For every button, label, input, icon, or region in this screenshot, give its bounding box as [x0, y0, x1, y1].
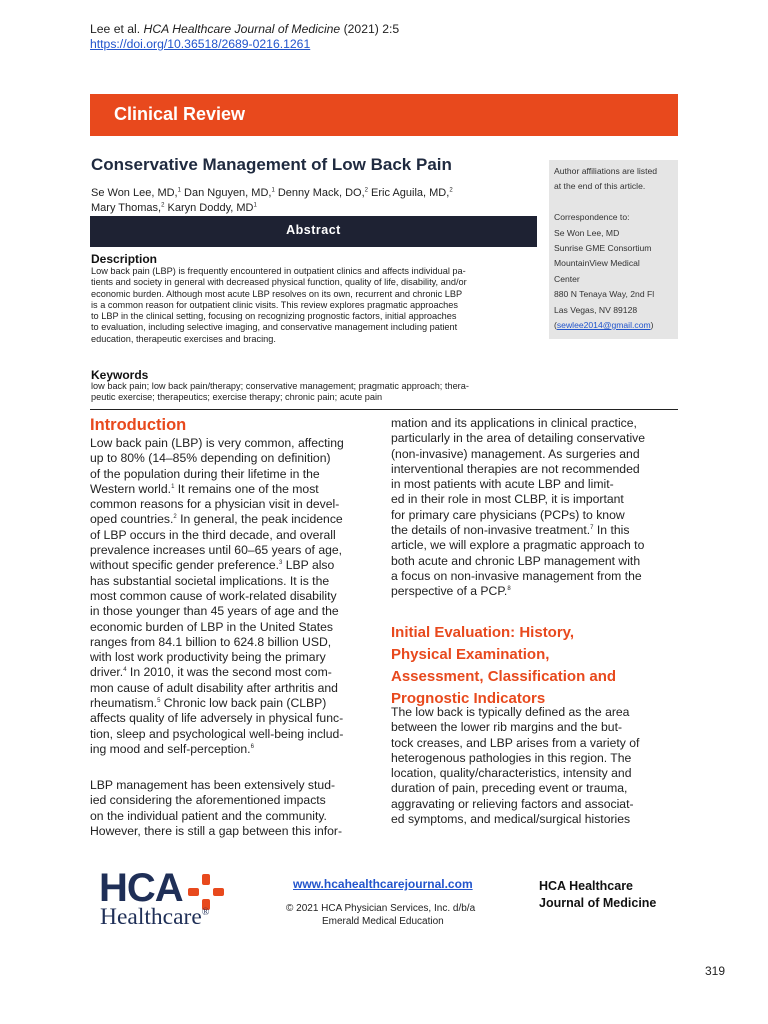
- body-line: [391, 462, 645, 477]
- text-segment: of LBP occurs in the third decade, and overall: [90, 527, 336, 542]
- hca-logo-text: HCA: [99, 866, 183, 910]
- text-segment: Low back pain (LBP) is very common, affecting: [90, 436, 344, 450]
- text-segment: Chronic low back pain (CLBP): [160, 696, 327, 711]
- author-affiliation-sup: 1: [271, 187, 275, 194]
- text-segment: of the population during their lifetime in the: [90, 466, 320, 481]
- description-heading: Description: [91, 252, 158, 266]
- body-line: [90, 543, 344, 558]
- body-line: [90, 497, 344, 512]
- introduction-heading: Introduction: [90, 416, 187, 434]
- keywords-line: peutic exercise; therapeutics; exercise therapy; chronic pain; acute pain: [91, 392, 383, 403]
- text-segment: mation and its applications in clinical practice,: [391, 416, 637, 430]
- body-line: [391, 538, 645, 553]
- text-segment: most common cause of work-related disability: [90, 588, 337, 603]
- body-line: heterogenous pathologies in this region. The: [391, 750, 632, 765]
- body-line: [90, 574, 344, 589]
- correspondence-email[interactable]: sewlee2014@gmail.com: [556, 320, 651, 330]
- author-name: Mary Thomas,: [91, 201, 162, 214]
- body-line: [391, 569, 645, 584]
- body-line: [90, 512, 344, 527]
- body-line: [90, 727, 344, 742]
- healthcare-word: Healthcare: [100, 904, 202, 930]
- text-segment: perspective of a PCP.: [391, 584, 508, 599]
- text-segment: economic burden of LBP in the United States: [90, 619, 333, 634]
- body-line: location, quality/characteristics, intensity and: [391, 766, 632, 781]
- description-line: Low back pain (LBP) is frequently encountered in outpatient clinics and affects individual pa-: [91, 266, 466, 276]
- affiliation-line: Se Won Lee, MD: [554, 227, 620, 238]
- affiliation-box: [549, 160, 678, 339]
- text-segment: oped countries.: [90, 512, 174, 527]
- body-line: [90, 665, 344, 680]
- body-line: The low back is typically defined as the area: [391, 705, 630, 719]
- body-line: [90, 482, 344, 497]
- email-close: ): [650, 320, 654, 330]
- body-line: [90, 696, 344, 711]
- journal-name-line-1: HCA Healthcare: [539, 879, 634, 893]
- intro-paragraph-1: [90, 436, 344, 757]
- text-segment: interventional therapies are not recommended: [391, 461, 640, 476]
- text-segment: prevalence increases until 60–65 years of age,: [90, 543, 343, 558]
- citation-sup: 7: [590, 525, 594, 532]
- body-line: LBP management has been extensively stud-: [90, 778, 336, 792]
- text-segment: driver.: [90, 665, 124, 680]
- body-line: [90, 681, 344, 696]
- text-segment: In 2010, it was the second most com-: [126, 665, 332, 680]
- description-line: tients and society in general with decreased physical function, quality of life, disability, and/or: [91, 277, 467, 288]
- author-affiliation-sup: 2: [161, 201, 165, 208]
- text-segment: In this: [593, 523, 630, 538]
- description-line: economic burden. Although most acute LBP resolves on its own, recurrent and chronic LBP: [91, 288, 463, 299]
- correspondence-email-line: [554, 320, 654, 330]
- section-divider: [90, 409, 678, 410]
- keywords-text: [91, 381, 469, 404]
- body-line: [90, 589, 344, 604]
- affiliation-line: Correspondence to:: [554, 212, 630, 223]
- body-line: [391, 508, 645, 523]
- text-segment: rheumatism.: [90, 696, 158, 711]
- body-line: [391, 584, 645, 599]
- banner-label: Clinical Review: [114, 104, 246, 124]
- author-name: Karyn Doddy, MD: [164, 201, 254, 214]
- body-line: However, there is still a gap between this infor-: [90, 823, 342, 838]
- abstract-bar: [90, 216, 537, 247]
- body-line: [90, 604, 344, 619]
- text-segment: the details of non-invasive treatment.: [391, 523, 591, 538]
- affiliation-line: Sunrise GME Consortium: [554, 243, 652, 253]
- text-segment: mon cause of adult disability after arthritis and: [90, 680, 338, 695]
- body-line: on the individual patient and the community.: [90, 808, 327, 823]
- description-line: to evaluation, including selective imaging, and conservative management including patient: [91, 322, 458, 333]
- text-segment: ed in their role in most CLBP, it is important: [391, 492, 624, 507]
- body-line: [391, 431, 645, 446]
- doi-link[interactable]: https://doi.org/10.36518/2689-0216.1261: [90, 37, 311, 51]
- initial-evaluation-heading: [391, 622, 616, 710]
- citation-suffix: (2021) 2:5: [340, 22, 400, 36]
- body-line: [90, 635, 344, 650]
- journal-url-link[interactable]: www.hcahealthcarejournal.com: [293, 877, 473, 891]
- affiliation-line: Las Vegas, NV 89128: [554, 304, 638, 315]
- author-name: Denny Mack, DO,: [274, 187, 365, 199]
- affiliation-line: Author affiliations are listed: [554, 166, 658, 176]
- body-line: [90, 436, 344, 451]
- citation-sup: 5: [157, 697, 161, 704]
- heading-line: Assessment, Classification and: [391, 668, 617, 685]
- affiliation-line: Center: [554, 273, 580, 284]
- keywords-heading: Keywords: [91, 368, 149, 382]
- author-affiliation-sup: 1: [253, 201, 257, 208]
- text-segment: article, we will explore a pragmatic approach to: [391, 538, 645, 553]
- citation-prefix: Lee et al.: [90, 22, 144, 36]
- body-line: [391, 523, 645, 538]
- hca-logo-healthcare: [100, 904, 209, 931]
- section-banner: [90, 94, 678, 136]
- text-segment: with lost work productivity being the primary: [90, 650, 326, 665]
- heading-line: Initial Evaluation: History,: [391, 624, 575, 641]
- body-line: ied considering the aforementioned impacts: [90, 793, 326, 808]
- text-segment: common reasons for a physician visit in devel-: [90, 497, 340, 512]
- text-segment: It remains one of the most: [174, 481, 319, 496]
- text-segment: ranges from 84.1 billion to 624.8 billion USD,: [90, 634, 332, 649]
- text-segment: in most patients with acute LBP and limit-: [391, 477, 614, 492]
- text-segment: Western world.: [90, 481, 172, 496]
- citation-sup: 4: [123, 667, 127, 674]
- affiliation-line: MountainView Medical: [554, 258, 640, 269]
- text-segment: (non-invasive) management. As surgeries and: [391, 446, 640, 461]
- citation-sup: 3: [279, 560, 283, 567]
- citation-sup: 1: [171, 483, 175, 490]
- page-number: 319: [705, 964, 726, 978]
- keywords-line: low back pain; low back pain/therapy; conservative management; pragmatic approach; thera-: [91, 381, 469, 391]
- abstract-label: Abstract: [286, 223, 341, 237]
- body-line: [90, 558, 344, 573]
- journal-name-line-2: Journal of Medicine: [539, 896, 657, 910]
- body-line: [391, 416, 645, 431]
- registered-mark: ®: [201, 907, 210, 919]
- text-segment: both acute and chronic LBP management with: [391, 553, 641, 568]
- body-line: [90, 742, 344, 757]
- heading-line: Prognostic Indicators: [391, 690, 546, 707]
- article-title: Conservative Management of Low Back Pain: [91, 155, 452, 174]
- affiliation-line: 880 N Tenaya Way, 2nd Fl: [554, 289, 655, 300]
- body-line: [391, 477, 645, 492]
- copyright-line-1: © 2021 HCA Physician Services, Inc. d/b/a: [286, 903, 476, 914]
- description-line: is a common reason for outpatient clinic visits. This review explores pragmatic approaches: [91, 299, 458, 310]
- text-segment: has substantial societal implications. It is the: [90, 573, 330, 588]
- text-segment: In general, the peak incidence: [176, 512, 343, 527]
- email-open: (: [554, 320, 557, 330]
- text-segment: LBP also: [282, 558, 335, 573]
- text-segment: up to 80% (14–85% depending on definition): [90, 451, 331, 466]
- text-segment: for primary care physicians (PCPs) to know: [391, 507, 625, 522]
- text-segment: ing mood and self-perception.: [90, 741, 251, 756]
- body-line: [90, 650, 344, 665]
- body-line: between the lower rib margins and the but-: [391, 720, 623, 735]
- heading-line: Physical Examination,: [391, 646, 550, 663]
- body-line: [90, 467, 344, 482]
- body-line: [391, 492, 645, 507]
- intro-paragraph-2: [90, 778, 342, 839]
- body-line: ed symptoms, and medical/surgical histories: [391, 812, 631, 827]
- description-line: education, therapeutic exercises and bracing.: [91, 333, 276, 344]
- text-segment: affects quality of life adversely in physical func-: [90, 711, 344, 726]
- initial-evaluation-paragraph: [391, 705, 639, 827]
- text-segment: particularly in the area of detailing conservative: [391, 431, 646, 446]
- author-name: Dan Nguyen, MD,: [180, 187, 272, 199]
- affiliation-line: at the end of this article.: [554, 181, 646, 192]
- body-line: [90, 711, 344, 726]
- body-line: duration of pain, preceding event or trauma,: [391, 781, 628, 796]
- body-line: [90, 620, 344, 635]
- citation-sup: 8: [507, 586, 511, 593]
- intro-paragraph-continued: [391, 416, 645, 600]
- author-affiliation-sup: 2: [449, 187, 453, 194]
- body-line: tock creases, and LBP arises from a variety of: [391, 735, 640, 750]
- citation-journal: HCA Healthcare Journal of Medicine: [143, 22, 341, 36]
- description-line: to LBP in the clinical setting, focusing on recognizing prognostic factors, initial approaches: [91, 311, 457, 322]
- author-name: Eric Aguila, MD,: [368, 187, 450, 199]
- text-segment: tion, sleep and psychological well-being includ-: [90, 726, 344, 741]
- body-line: [90, 451, 344, 466]
- body-line: [391, 447, 645, 462]
- author-affiliation-sup: 2: [364, 187, 368, 194]
- author-list: [91, 186, 531, 215]
- author-name: Se Won Lee, MD,: [91, 187, 178, 199]
- author-affiliation-sup: 1: [177, 187, 181, 194]
- copyright-line-2: Emerald Medical Education: [322, 916, 444, 927]
- citation-sup: 6: [250, 743, 254, 750]
- text-segment: in those younger than 45 years of age and the: [90, 604, 339, 619]
- text-segment: without specific gender preference.: [90, 558, 280, 573]
- body-line: [90, 528, 344, 543]
- body-line: aggravating or relieving factors and associat-: [391, 796, 634, 811]
- citation-sup: 2: [173, 514, 177, 521]
- citation-line: [90, 21, 399, 37]
- body-line: [391, 554, 645, 569]
- text-segment: a focus on non-invasive management from the: [391, 568, 642, 583]
- description-text: [91, 266, 467, 345]
